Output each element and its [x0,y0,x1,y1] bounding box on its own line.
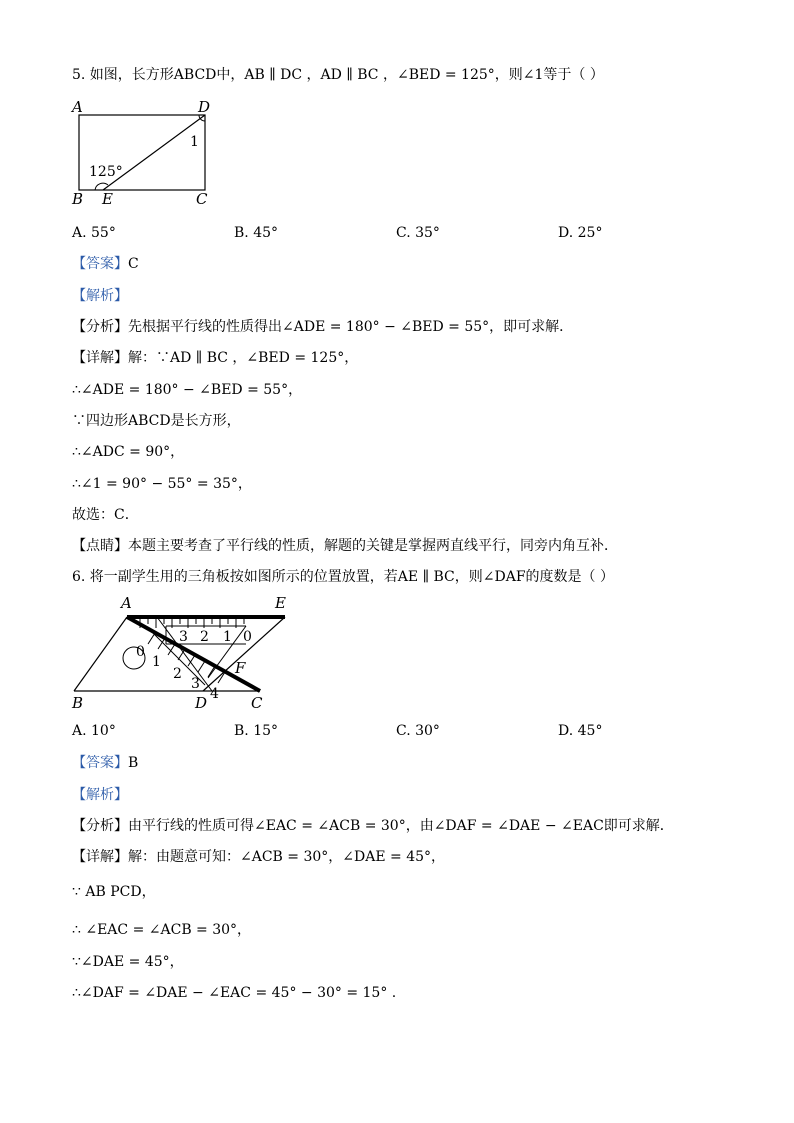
q6-label-f: F [235,659,246,677]
q5-label-a: A [72,98,83,116]
q5-step-2: ∵四边形ABCD是长方形， [72,413,241,429]
q6-tick-3: 3 [179,629,188,645]
q6-tick-0: 0 [243,629,252,645]
q5-label-b: B [72,190,84,208]
q5-step-1: ∴∠ADE = 180° − ∠BED = 55°， [72,382,303,398]
q5-option-b: B. 45° [234,225,279,241]
q6-option-b: B. 15° [234,723,279,739]
q5-answer: 【答案】C [72,256,139,272]
q5-label-1: 1 [190,134,199,150]
q5-option-c: C. 35° [396,225,440,241]
q6-figure [70,592,300,717]
q6-tick-1: 1 [223,629,232,645]
q6-step-2: ∴ ∠EAC = ∠ACB = 30°， [72,922,252,938]
q6-option-c: C. 30° [396,723,440,739]
q5-label-e: E [102,190,113,208]
q6-option-d: D. 45° [558,723,603,739]
q6-step-1: ∵ AB PCD， [72,884,156,900]
q6-tick-2: 2 [200,629,209,645]
q5-step-3: ∴∠ADC = 90°， [72,444,185,460]
q5-option-d: D. 25° [558,225,603,241]
q6-label-e: E [275,594,286,612]
q6-stem: 6. 将一副学生用的三角板按如图所示的位置放置，若AE ∥ BC，则∠DAF的度数是（ ） [72,569,614,585]
q5-step-4: ∴∠1 = 90° − 55° = 35°， [72,476,252,492]
q5-label-c: C [196,190,208,208]
q6-side-tick-3: 3 [191,676,200,692]
q6-label-c: C [251,694,263,712]
q6-side-tick-2: 2 [173,666,182,682]
q5-option-a: A. 55° [72,225,116,241]
q5-xiangjie: 【详解】解：∵AD ∥ BC ，∠BED = 125°， [72,350,359,366]
q5-dianjing: 【点睛】本题主要考查了平行线的性质，解题的关键是掌握两直线平行，同旁内角互补． [72,538,618,554]
q6-answer: 【答案】B [72,755,139,771]
q5-stem: 5. 如图，长方形ABCD中，AB ∥ DC ，AD ∥ BC ，∠BED = 125°，则∠1等于（ ） [72,67,604,83]
q6-side-tick-4: 4 [210,686,219,702]
q5-step-5: 故选：C． [72,507,139,523]
q5-analysis-tag: 【解析】 [72,288,128,304]
q6-label-b: B [72,694,84,712]
q6-analysis-tag: 【解析】 [72,787,128,803]
q5-label-125: 125° [89,164,123,180]
q6-option-a: A. 10° [72,723,116,739]
q6-fenxi: 【分析】由平行线的性质可得∠EAC = ∠ACB = 30°，由∠DAF = ∠DAE − ∠EAC即可求解． [72,818,674,834]
q6-step-4: ∴∠DAF = ∠DAE − ∠EAC = 45° − 30° = 15° . [72,985,397,1001]
q5-label-d: D [198,98,211,116]
q6-side-tick-1: 1 [152,654,161,670]
q5-fenxi: 【分析】先根据平行线的性质得出∠ADE = 180° − ∠BED = 55°，即可求解． [72,319,574,335]
q6-side-tick-0: 0 [136,644,145,660]
q5-figure [70,96,220,211]
q6-label-d: D [195,694,208,712]
q6-label-a: A [121,594,132,612]
q6-step-3: ∵∠DAE = 45°， [72,954,184,970]
q6-xiangjie: 【详解】解：由题意可知：∠ACB = 30°，∠DAE = 45°， [72,849,446,865]
